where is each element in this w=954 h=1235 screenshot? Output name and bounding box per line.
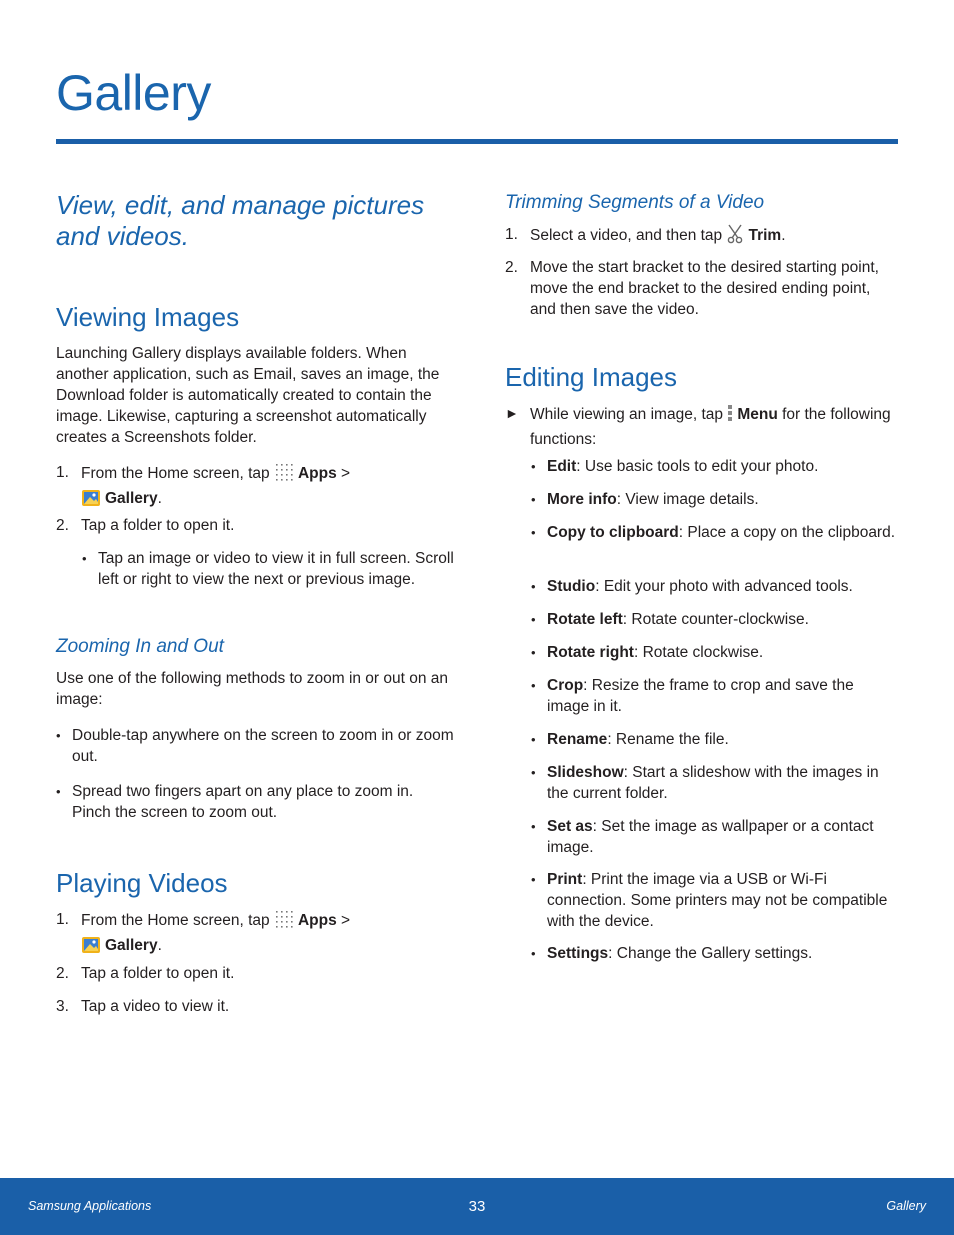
step-number: 2.	[56, 517, 69, 534]
apps-label: Apps	[297, 465, 337, 482]
period: .	[157, 490, 162, 507]
apps-label: Apps	[297, 912, 337, 929]
step-number: 1.	[505, 226, 518, 243]
function-term: Print	[547, 871, 583, 888]
edit-function-item	[505, 816, 900, 858]
step-text: Tap a video to view it.	[81, 998, 230, 1015]
step-number: 3.	[56, 998, 69, 1015]
trim-step-2	[505, 257, 900, 320]
edit-function-item	[505, 522, 900, 543]
apps-grid-icon	[274, 909, 294, 935]
bullet-mark: •	[531, 872, 536, 887]
bullet-mark: •	[531, 819, 536, 834]
bullet-mark: •	[56, 784, 61, 799]
bullet-mark: •	[531, 525, 536, 540]
scissors-icon	[726, 224, 744, 250]
playing-step-3	[56, 996, 456, 1017]
viewing-images-heading: Viewing Images	[56, 302, 240, 332]
function-desc: : Set the image as wallpaper or a contact image.	[547, 818, 874, 856]
edit-function-item	[505, 729, 900, 750]
function-desc: : Place a copy on the clipboard.	[678, 524, 896, 541]
edit-function-item	[505, 642, 900, 663]
bullet-mark: •	[531, 765, 536, 780]
function-desc: : View image details.	[616, 491, 759, 508]
gallery-label: Gallery	[105, 937, 158, 954]
edit-function-item	[505, 675, 900, 717]
bullet-mark: •	[531, 579, 536, 594]
step-text: Move the start bracket to the desired starting point, move the end bracket to the desired ending point, and then save the video.	[530, 259, 879, 318]
function-term: Set as	[547, 818, 593, 835]
edit-function-item	[505, 762, 900, 804]
function-term: Slideshow	[547, 764, 624, 781]
zooming-heading: Zooming In and Out	[56, 636, 224, 657]
page-number: 33	[468, 1198, 486, 1215]
function-term: Copy to clipboard	[547, 524, 679, 541]
function-desc: : Rename the file.	[607, 731, 729, 748]
step-number: 2.	[505, 259, 518, 276]
function-term: More info	[547, 491, 617, 508]
viewing-step-2	[56, 515, 456, 536]
separator: >	[341, 912, 351, 929]
trim-step-1	[505, 224, 900, 250]
page-footer	[0, 1178, 954, 1235]
menu-label: Menu	[737, 406, 778, 423]
gallery-label: Gallery	[105, 490, 158, 507]
apps-grid-icon	[274, 462, 294, 488]
bullet-mark: •	[531, 732, 536, 747]
step-number: 1.	[56, 464, 69, 481]
function-term: Crop	[547, 677, 584, 694]
step-text: Tap a folder to open it.	[81, 965, 235, 982]
function-term: Rotate left	[547, 611, 623, 628]
step-text: Select a video, and then tap	[530, 227, 723, 244]
gallery-app-icon	[81, 936, 101, 960]
lead-text: While viewing an image, tap	[530, 406, 723, 423]
editing-lead	[505, 403, 900, 450]
zooming-intro: Use one of the following methods to zoom in or out on an image:	[56, 670, 449, 708]
function-desc: : Start a slideshow with the images in the current folder.	[547, 764, 879, 802]
edit-function-item	[505, 456, 900, 477]
lead-text-end: for the following functions:	[530, 406, 891, 448]
menu-kebab-icon	[727, 403, 733, 429]
function-desc: : Use basic tools to edit your photo.	[576, 458, 819, 475]
zoom-bullet	[56, 781, 456, 823]
gallery-app-icon	[81, 489, 101, 513]
bullet-mark: •	[531, 645, 536, 660]
edit-function-item	[505, 869, 900, 932]
step-number: 2.	[56, 965, 69, 982]
edit-function-item	[505, 943, 900, 964]
zoom-bullet	[56, 725, 456, 767]
function-term: Rotate right	[547, 644, 634, 661]
function-term: Rename	[547, 731, 608, 748]
trimming-heading: Trimming Segments of a Video	[505, 192, 765, 213]
bullet-mark: •	[531, 459, 536, 474]
edit-function-item	[505, 489, 900, 510]
footer-section-label: Samsung Applications	[28, 1199, 152, 1213]
edit-function-item	[505, 609, 900, 630]
title-rule	[56, 139, 898, 144]
viewing-sub-bullet	[56, 548, 456, 590]
step-number: 1.	[56, 911, 69, 928]
tagline: View, edit, and manage pictures and videos.	[56, 190, 425, 251]
editing-images-heading: Editing Images	[505, 362, 677, 392]
step-text: Tap a folder to open it.	[81, 517, 235, 534]
function-desc: : Print the image via a USB or Wi-Fi connection. Some printers may not be compatible with the device.	[547, 871, 888, 930]
bullet-mark: •	[82, 551, 87, 566]
function-desc: : Edit your photo with advanced tools.	[595, 578, 853, 595]
function-desc: : Change the Gallery settings.	[608, 945, 813, 962]
playing-step-2	[56, 963, 456, 984]
step-text: From the Home screen, tap	[81, 912, 270, 929]
function-term: Edit	[547, 458, 577, 475]
separator: >	[341, 465, 351, 482]
playing-videos-heading: Playing Videos	[56, 868, 228, 898]
bullet-text: Spread two fingers apart on any place to zoom in. Pinch the screen to zoom out.	[72, 783, 414, 821]
viewing-step-1	[56, 462, 456, 513]
bullet-mark: •	[531, 612, 536, 627]
period: .	[781, 227, 786, 244]
bullet-mark: •	[531, 678, 536, 693]
trim-label: Trim	[748, 227, 782, 244]
function-desc: : Rotate clockwise.	[633, 644, 764, 661]
bullet-mark: •	[531, 946, 536, 961]
function-term: Studio	[547, 578, 596, 595]
page-title: Gallery	[56, 65, 211, 121]
footer-chapter-label: Gallery	[886, 1199, 926, 1213]
function-desc: : Resize the frame to crop and save the image in it.	[547, 677, 854, 715]
function-term: Settings	[547, 945, 609, 962]
arrow-icon: ►	[505, 405, 519, 421]
bullet-text: Double-tap anywhere on the screen to zoom in or zoom out.	[72, 727, 454, 765]
bullet-text: Tap an image or video to view it in full screen. Scroll left or right to view the next or previous image.	[98, 550, 454, 588]
bullet-mark: •	[56, 728, 61, 743]
function-desc: : Rotate counter-clockwise.	[622, 611, 809, 628]
edit-function-item	[505, 576, 900, 597]
period: .	[157, 937, 162, 954]
viewing-images-intro: Launching Gallery displays available folders. When another application, such as Email, saves an image, the Download folder is automatically created to contain the image. Likewise, capturing a screenshot automatically creates a Screenshots folder.	[56, 345, 440, 446]
playing-step-1	[56, 909, 456, 960]
bullet-mark: •	[531, 492, 536, 507]
step-text: From the Home screen, tap	[81, 465, 270, 482]
